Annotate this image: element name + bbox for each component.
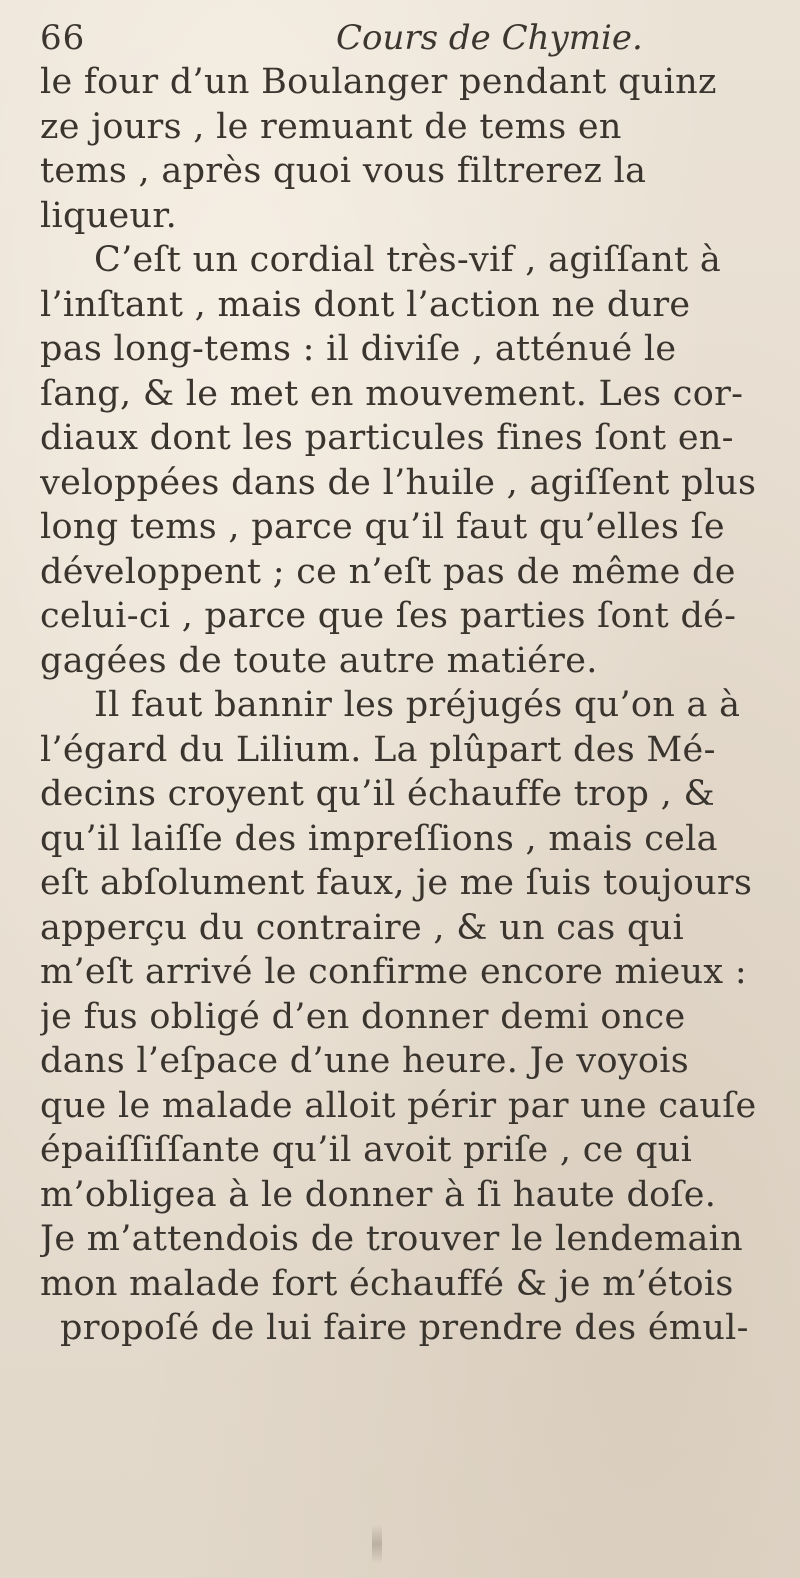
paragraph-start-line: C’eſt un cordial très-vif , agiſſant à — [94, 240, 721, 280]
text-line: qu’il laiſſe des impreſſions , mais cela — [40, 818, 718, 859]
text-line: veloppées dans de l’huile , agiſſent plus — [40, 462, 757, 503]
text-line: épaiſſiſſante qu’il avoit priſe , ce qui — [40, 1130, 693, 1170]
text-line: decins croyent qu’il échauffe trop , & — [40, 774, 715, 814]
text-line: je fus obligé d’en donner demi once — [40, 996, 686, 1037]
text-line: mon malade fort échauffé & je m’étois — [40, 1263, 734, 1304]
text-line: que le malade alloit périr par une cauſe — [40, 1085, 757, 1126]
body-text — [40, 60, 760, 1351]
text-line: pas long-tems : il diviſe , atténué le — [40, 329, 677, 369]
text-line: propoſé de lui faire prendre des émul- — [60, 1308, 749, 1348]
text-line: l’égard du Lilium. La plûpart des Mé- — [40, 729, 716, 770]
paragraph-start-line: Il faut bannir les préjugés qu’on a à — [94, 685, 741, 725]
text-line: tems , après quoi vous filtrerez la — [40, 151, 647, 191]
text-line: eſt abſolument faux, je me ſuis toujours — [40, 863, 753, 903]
text-line: liqueur. — [40, 195, 177, 236]
text-line: gagées de toute autre matiére. — [40, 640, 598, 681]
text-line: diaux dont les particules fines ſont en- — [40, 418, 734, 458]
text-line: dans l’eſpace d’une heure. Je voyois — [40, 1041, 690, 1081]
text-line: ſang, & le met en mouvement. Les cor- — [40, 373, 744, 414]
page-header — [40, 18, 760, 58]
text-line: Je m’attendois de trouver le lendemain — [40, 1219, 743, 1259]
ink-smudge — [372, 1524, 382, 1564]
page-number: 66 — [40, 18, 86, 58]
text-line: celui-ci , parce que ſes parties ſont dé- — [40, 596, 737, 636]
running-title: Cours de Chymie. — [336, 18, 643, 58]
text-line: l’inſtant , mais dont l’action ne dure — [40, 284, 691, 325]
text-line: m’obligea à le donner à ſi haute doſe. — [40, 1174, 717, 1215]
text-line: m’eſt arrivé le confirme encore mieux : — [40, 952, 747, 992]
text-line: apperçu du contraire , & un cas qui — [40, 907, 685, 948]
text-line: long tems , parce qu’il faut qu’elles ſe — [40, 507, 725, 547]
text-line: le four d’un Boulanger pendant quinz — [40, 62, 717, 102]
text-line: développent ; ce n’eſt pas de même de — [40, 551, 736, 592]
text-line: ze jours , le remuant de tems en — [40, 106, 622, 147]
